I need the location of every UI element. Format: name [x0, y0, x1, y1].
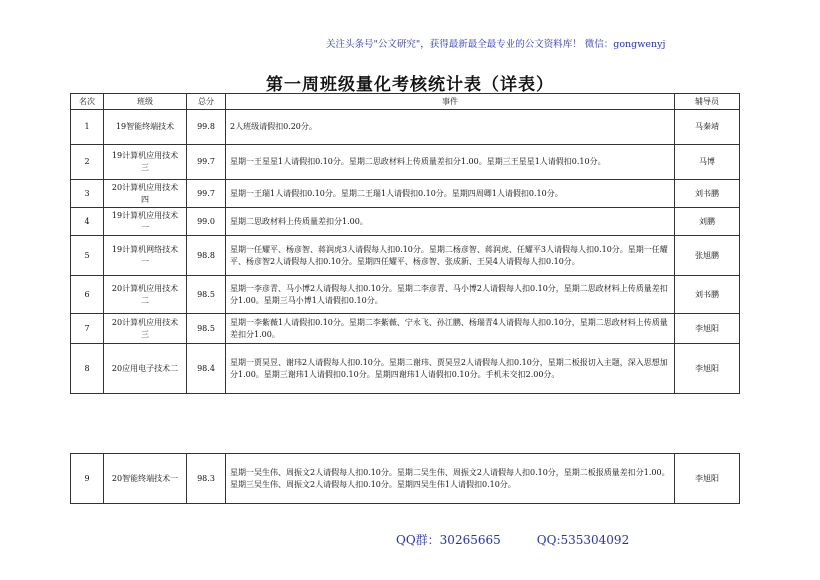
score-cell: 98.3 — [187, 454, 226, 504]
rank-cell: 5 — [71, 236, 104, 276]
stats-table-continued — [70, 453, 740, 504]
document-title: 第一周班级量化考核统计表（详表） — [266, 75, 554, 95]
table-row — [71, 344, 740, 394]
score-cell: 99.0 — [187, 208, 226, 236]
table-row — [71, 236, 740, 276]
rank-cell: 9 — [71, 454, 104, 504]
event-cell: 星期一吴生伟、周振文2人请假每人扣0.10分。星期二吴生伟、周振文2人请假每人扣0.10分，星期二板报质量差扣分1.00。星期三吴生伟、周振文2人请假每人扣0.10分。星期四吴生伟1人请假扣0.10分。 — [226, 454, 675, 504]
class-cell: 20计算机应用技术四 — [104, 180, 187, 208]
tutor-cell: 刘鹏 — [675, 208, 740, 236]
stats-table — [70, 93, 740, 394]
class-cell: 19计算机应用技术一 — [104, 208, 187, 236]
table-body-continued — [71, 454, 740, 504]
rank-cell: 6 — [71, 276, 104, 314]
score-cell: 98.4 — [187, 344, 226, 394]
event-cell: 星期一王星星1人请假扣0.10分。星期二思政材料上传质量差扣分1.00。星期三王星星1人请假扣0.10分。 — [226, 145, 675, 180]
rank-cell: 8 — [71, 344, 104, 394]
rank-cell: 7 — [71, 314, 104, 344]
class-cell: 19智能终端技术 — [104, 110, 187, 145]
tutor-cell: 张旭鹏 — [675, 236, 740, 276]
table-header-row — [71, 94, 740, 110]
tutor-cell: 李旭阳 — [675, 454, 740, 504]
score-cell: 99.7 — [187, 145, 226, 180]
tutor-cell: 李旭阳 — [675, 314, 740, 344]
table-row — [71, 180, 740, 208]
rank-cell: 4 — [71, 208, 104, 236]
table-row — [71, 454, 740, 504]
score-cell: 98.5 — [187, 314, 226, 344]
event-cell: 星期二思政材料上传质量差扣分1.00。 — [226, 208, 675, 236]
footer-qq-group: QQ群：30265665 — [396, 533, 501, 547]
score-cell: 98.8 — [187, 236, 226, 276]
table-row — [71, 145, 740, 180]
col-header-score: 总分 — [187, 94, 226, 110]
table-body — [71, 110, 740, 394]
class-cell: 19计算机网络技术一 — [104, 236, 187, 276]
event-cell: 星期一李紫薇1人请假扣0.10分。星期二李紫薇、宁永飞、孙江鹏、杨瑞青4人请假每人扣0.10分，星期二思政材料上传质量差扣分1.00。 — [226, 314, 675, 344]
event-cell: 星期一王瑞1人请假扣0.10分。星期二王瑞1人请假扣0.10分。星期四周卿1人请假扣0.10分。 — [226, 180, 675, 208]
class-cell: 20应用电子技术二 — [104, 344, 187, 394]
rank-cell: 2 — [71, 145, 104, 180]
event-cell: 2人班级请假扣0.20分。 — [226, 110, 675, 145]
class-cell: 19计算机应用技术三 — [104, 145, 187, 180]
event-cell: 星期一李彦青、马小博2人请假每人扣0.10分。星期二李彦青、马小博2人请假每人扣0.10分，星期二思政材料上传质量差扣分1.00。星期三马小博1人请假扣0.10分。 — [226, 276, 675, 314]
tutor-cell: 马博 — [675, 145, 740, 180]
tutor-cell: 马秦靖 — [675, 110, 740, 145]
tutor-cell: 刘书鹏 — [675, 180, 740, 208]
col-header-tutor: 辅导员 — [675, 94, 740, 110]
table-row — [71, 110, 740, 145]
footer-qq-number: QQ:535304092 — [536, 533, 630, 547]
score-cell: 99.7 — [187, 180, 226, 208]
class-cell: 20计算机应用技术二 — [104, 276, 187, 314]
rank-cell: 1 — [71, 110, 104, 145]
event-cell: 星期一任耀平、杨彦智、蒋润虎3人请假每人扣0.10分。星期二杨彦智、蒋润虎、任耀平3人请假每人扣0.10分。星期一任耀平、杨彦智2人请假每人扣0.10分。星期四任耀平、杨彦智、张成新、王昊4人请假每人扣0.10分。 — [226, 236, 675, 276]
tutor-cell: 刘书鹏 — [675, 276, 740, 314]
col-header-event: 事件 — [226, 94, 675, 110]
col-header-rank: 名次 — [71, 94, 104, 110]
class-cell: 20计算机应用技术三 — [104, 314, 187, 344]
score-cell: 99.8 — [187, 110, 226, 145]
table-row — [71, 208, 740, 236]
header-promo-note: 关注头条号"公文研究"，获得最新最全最专业的公文资料库！ 微信：gongwenyj — [326, 39, 666, 50]
class-cell: 20智能终端技术一 — [104, 454, 187, 504]
table-row — [71, 314, 740, 344]
rank-cell: 3 — [71, 180, 104, 208]
score-cell: 98.5 — [187, 276, 226, 314]
event-cell: 星期一贾昊昱、谢玮2人请假每人扣0.10分。星期二谢玮、贾昊昱2人请假每人扣0.10分，星期二板报切入主题，深入思想加分1.00。星期三谢玮1人请假扣0.10分。星期四谢玮1人请假扣0.10分。手机未交扣2.00分。 — [226, 344, 675, 394]
footer-contact — [396, 531, 665, 548]
tutor-cell: 李旭阳 — [675, 344, 740, 394]
col-header-class: 班级 — [104, 94, 187, 110]
table-row — [71, 276, 740, 314]
